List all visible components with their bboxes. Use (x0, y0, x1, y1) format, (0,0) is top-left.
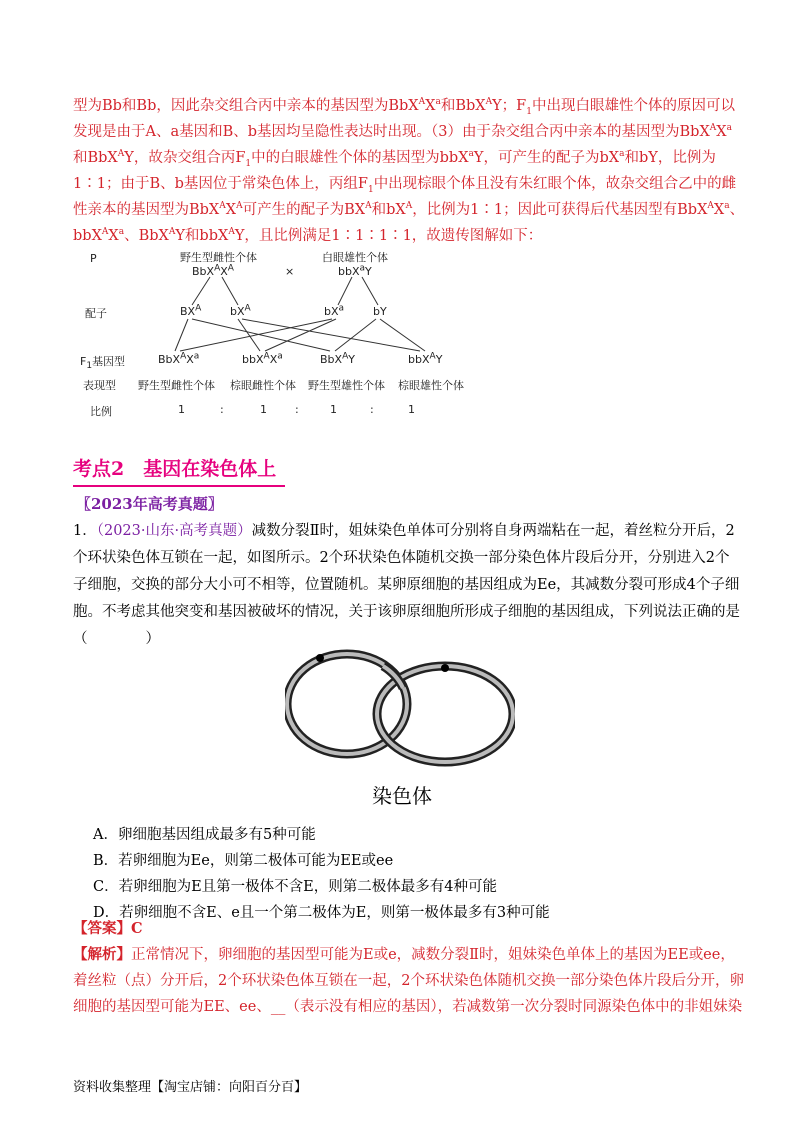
gamete-4: bY (373, 305, 387, 318)
analysis-line-4: 1∶1；由于B、b基因位于常染色体上，丙组$F_1$中出现棕眼个体且没有朱红眼个体，故杂交组合乙中的雌 (73, 176, 737, 195)
line-male-g4 (362, 277, 378, 305)
option-b[interactable]: B．若卵细胞为Ee，则第二极体可能为EE或ee (93, 853, 394, 869)
line-g2-f4 (242, 319, 420, 351)
row-label-p: P (90, 252, 97, 265)
question-line-5: （ ） (73, 631, 160, 647)
gamete-2: $bX^A$ (230, 303, 251, 318)
analysis-line-1: 型为Bb和Bb，因此杂交组合丙中亲本的基因型为$BbX^AX^a$和BbX$^A$Y；$F_1$中出现白眼雄性个体的原因可以 (73, 97, 735, 117)
gamete-1: $BX^A$ (180, 303, 202, 318)
line-g3-f2 (265, 319, 336, 351)
section-heading: 考点2 基因在染色体上 (73, 454, 276, 481)
ratio-1: 1 (178, 403, 185, 416)
ratio-4: 1 (408, 403, 415, 416)
interlocked-chromosome-figure (285, 648, 515, 778)
f1-genotype-4: bbX$^A$Y (408, 351, 443, 366)
exam-tag: 〖2023年高考真题〗 (76, 495, 223, 513)
f1-genotype-2: $bbX^AX^a$ (242, 351, 283, 366)
row-label-gamete: 配子 (85, 307, 107, 320)
answer: 【答案】C (73, 920, 143, 937)
option-a[interactable]: A．卵细胞基因组成最多有5种可能 (93, 827, 316, 843)
male-label: 白眼雄性个体 (322, 251, 388, 264)
gamete-3: $bX^a$ (324, 303, 345, 318)
f1-genotype-3: BbX$^A$Y (320, 351, 355, 366)
heading-underline (73, 485, 285, 487)
male-genotype: bbX$^a$Y (338, 263, 372, 278)
analysis-continued (73, 93, 745, 249)
analysis-line-6: $bbX^AX^a$、BbX$^A$Y和bbX$^A$Y，且比例满足1∶1∶1∶1，故遗传图解如下： (73, 227, 543, 244)
cross-sign: × (285, 265, 295, 278)
question-line-2: 个环状染色体互锁在一起，如图所示。2个环状染色体随机交换一部分染色体片段后分开，分别进入2个 (73, 550, 730, 566)
option-d[interactable]: D．若卵细胞不含E、e且一个第二极体为E，则第一极体最多有3种可能 (93, 905, 550, 921)
ratio-3: 1 (330, 403, 337, 416)
row-label-phenotype: 表现型 (83, 379, 116, 392)
analysis (73, 942, 744, 1020)
ratio-sep-2: : (295, 403, 299, 416)
footer: 资料收集整理【淘宝店铺：向阳百分百】 (73, 1080, 308, 1095)
row-label-ratio: 比例 (90, 405, 112, 418)
analysis-b-line-2: 着丝粒（点）分开后，2个环状染色体互锁在一起，2个环状染色体随机交换一部分染色体片段后分开，卵 (73, 973, 744, 989)
option-c[interactable]: C．若卵细胞为E且第一极体不含E，则第二极体最多有4种可能 (93, 879, 497, 895)
line-female-g1 (192, 277, 210, 305)
line-g4-f3 (335, 319, 376, 351)
question-1 (73, 518, 740, 653)
question-line-1: 1．（2023·山东·高考真题）减数分裂Ⅱ时，姐妹染色单体可分别将自身两端粘在一起，着丝粒分开后，2 (73, 523, 735, 539)
f1-genotype-1: $BbX^AX^a$ (158, 351, 200, 366)
female-label: 野生型雌性个体 (180, 251, 257, 264)
centromere-right (441, 664, 449, 672)
ratio-sep-3: : (370, 403, 374, 416)
centromere-left (316, 654, 324, 662)
line-male-g3 (338, 277, 352, 305)
female-genotype: $BbX^AX^A$ (192, 263, 234, 278)
question-line-4: 胞。不考虑其他突变和基因被破坏的情况，关于该卵原细胞所形成子细胞的基因组成，下列说法正确的是 (73, 604, 740, 620)
analysis-line-3: 和BbX$^A$Y，故杂交组合丙$F_1$中的白眼雄性个体的基因型为bbX$^a$Y，可产生的配子为$bX^a$和bY，比例为 (73, 149, 716, 169)
analysis-b-line-3: 细胞的基因型可能为EE、ee、__（表示没有相应的基因），若减数第一次分裂时同源染色体中的非姐妹染 (73, 999, 743, 1015)
line-female-g2 (222, 277, 238, 305)
analysis-line-5: 性亲本的基因型为$BbX^AX^A$可产生的配子为$BX^A$和$bX^A$，比例为1∶1；因此可获得后代基因型有$BbX^AX^a$、 (73, 201, 745, 218)
line-g4-f4 (380, 319, 425, 351)
analysis-label: 【解析】 (73, 946, 131, 963)
analysis-line-2: 发现是由于A、a基因和B、b基因均呈隐性表达时出现。（3）由于杂交组合丙中亲本的基因型为$BbX^AX^a$ (73, 123, 732, 140)
figure-caption: 染色体 (372, 784, 432, 808)
ratio-2: 1 (260, 403, 267, 416)
phenotype-2: 棕眼雌性个体 (230, 379, 296, 392)
phenotype-3: 野生型雄性个体 (308, 379, 385, 392)
genetic-cross-diagram (80, 247, 500, 422)
phenotype-1: 野生型雌性个体 (138, 379, 215, 392)
row-label-f1: $F_1$基因型 (80, 355, 126, 372)
line-g1-f1 (175, 319, 188, 351)
analysis-b-line-1: 【解析】正常情况下，卵细胞的基因型可能为E或e，减数分裂Ⅱ时，姐妹染色单体上的基因为EE或ee， (73, 946, 735, 963)
question-line-3: 子细胞，交换的部分大小可不相等，位置随机。某卵原细胞的基因组成为Ee，其减数分裂可形成4个子细 (73, 577, 740, 593)
question-source: （2023·山东·高考真题） (96, 523, 252, 539)
phenotype-4: 棕眼雄性个体 (398, 379, 464, 392)
ratio-sep-1: : (220, 403, 224, 416)
